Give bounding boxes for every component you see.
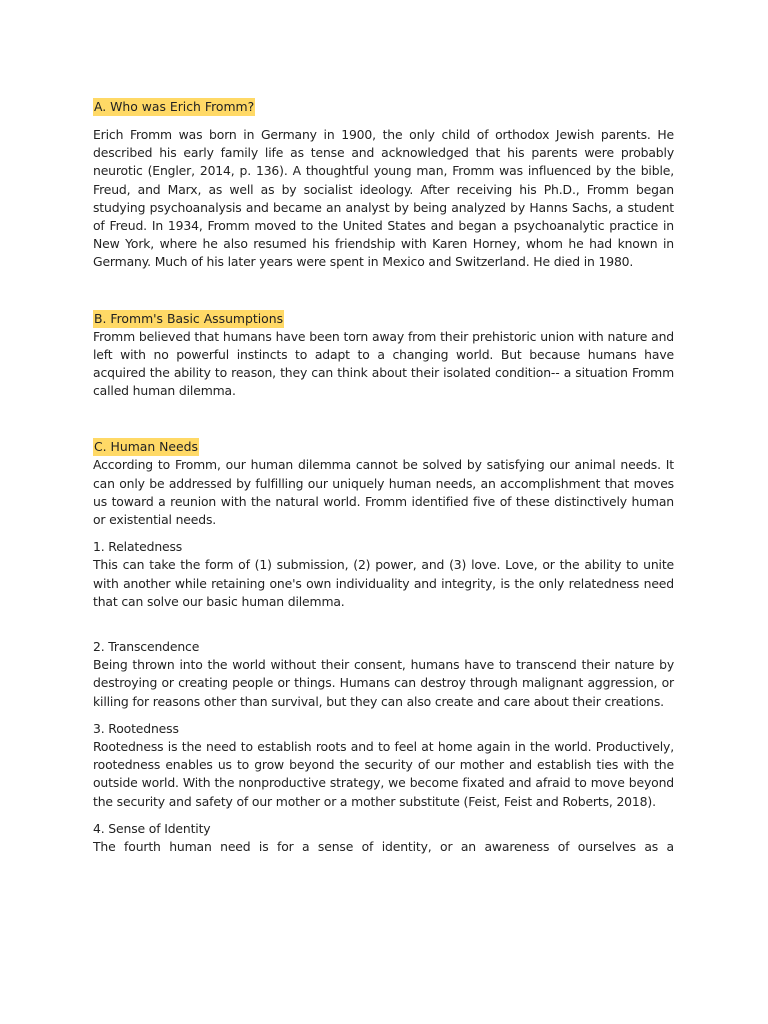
need-title: 2. Transcendence [93, 639, 200, 655]
section-a-paragraph: Erich Fromm was born in Germany in 1900, the only child of orthodox Jewish parents. He described his early family life as tense and acknowledged that his parents were probably neurotic (Engler, 2014, p. 136). A thoughtful young man, Fromm was influenced by the bible, Freud, and Marx, as well as by socialist ideology. After receiving his Ph.D., Fromm began studying psychoanalysis and became an analyst by being analyzed by Hanns Sachs, a student of Freud. In 1934, Fromm moved to the United States and began a psychoanalytic practice in New York, where he also resumed his friendship with Karen Horney, whom he had known in Germany. Much of his later years were spent in Mexico and Switzerland. He died in 1980. [93, 127, 674, 270]
section-c-heading: C. Human Needs [94, 439, 198, 455]
need-title: 3. Rootedness [93, 720, 179, 736]
need-relatedness [93, 538, 674, 611]
section-b-heading: B. Fromm's Basic Assumptions [94, 310, 284, 326]
need-sense-of-identity [93, 820, 674, 856]
need-title: 4. Sense of Identity [93, 820, 211, 836]
need-transcendence [93, 638, 674, 711]
need-paragraph: The fourth human need is for a sense of identity, or an awareness of ourselves as a [93, 839, 674, 855]
section-c-paragraph: According to Fromm, our human dilemma cannot be solved by satisfying our animal needs. It can only be addressed by fulfilling our uniquely human needs, an accomplishment that moves us toward a reunion with the natural world. Fromm identified five of these distinctively human or existential needs. [93, 457, 674, 528]
need-paragraph: Rootedness is the need to establish roots and to feel at home again in the world. Productively, rootedness enables us to grow beyond the security of our mother and establish ties with the outside world. With the nonproductive strategy, we become fixated and afraid to move beyond the security and safety of our mother or a mother substitute (Feist, Feist and Roberts, 2018). [93, 739, 674, 809]
document-page [93, 96, 674, 856]
need-rootedness [93, 720, 674, 811]
need-paragraph: Being thrown into the world without their consent, humans have to transcend their nature by destroying or creating people or things. Humans can destroy through malignant aggression, or killing for reasons other than survival, but they can also create and care about their creations. [93, 657, 674, 709]
need-title: 1. Relatedness [93, 539, 183, 555]
section-b [93, 272, 674, 401]
section-a [93, 96, 674, 272]
section-c [93, 400, 674, 856]
section-b-paragraph: Fromm believed that humans have been torn away from their prehistoric union with nature and left with no powerful instincts to adapt to a changing world. But because humans have acquired the ability to reason, they can think about their isolated condition-- a situation Fromm called human dilemma. [93, 328, 674, 399]
need-paragraph: This can take the form of (1) submission, (2) power, and (3) love. Love, or the ability to unite with another while retaining one's own individuality and integrity, is the only relatedness need that can solve our basic human dilemma. [93, 557, 674, 609]
section-a-heading: A. Who was Erich Fromm? [94, 99, 255, 114]
